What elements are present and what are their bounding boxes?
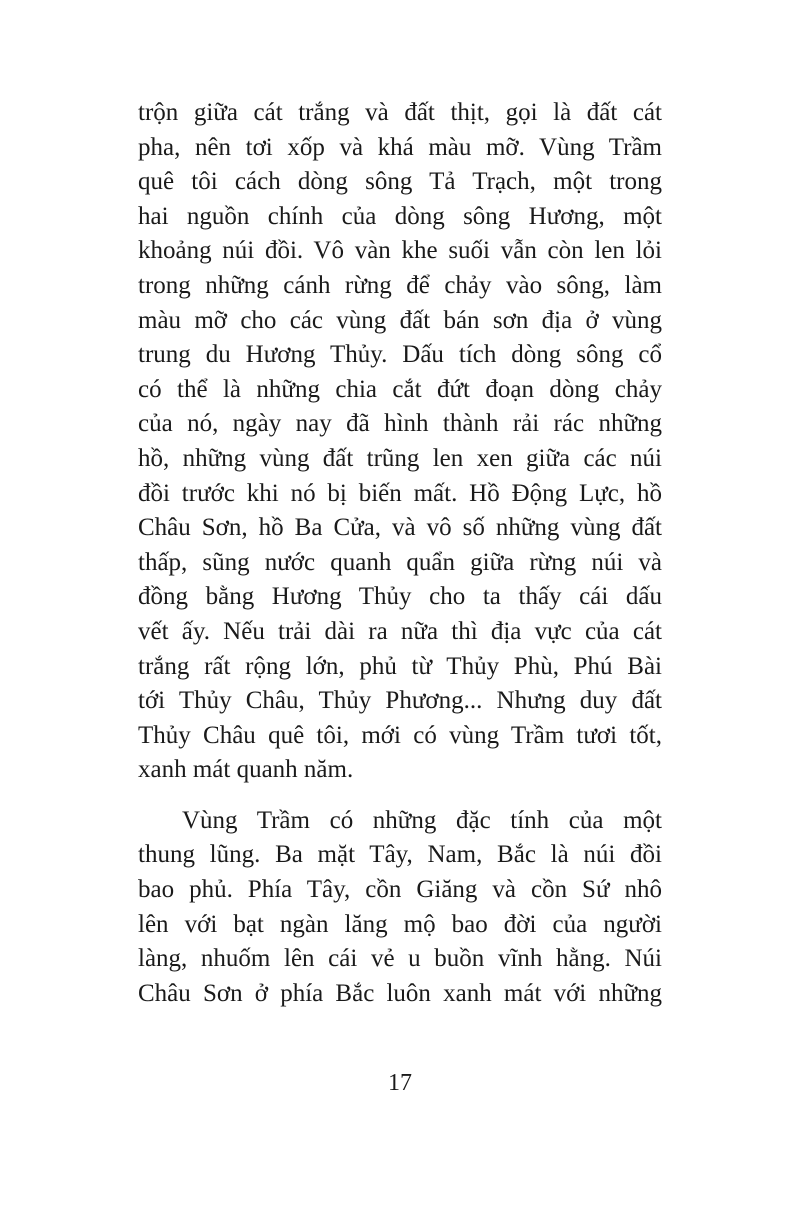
- paragraph: [138, 804, 662, 1012]
- text-line: vết ấy. Nếu trải dài ra nữa thì địa vực của cát: [138, 617, 662, 645]
- text-line: hai nguồn chính của dòng sông Hương, một: [138, 202, 662, 230]
- text-line: trong những cánh rừng để chảy vào sông, làm: [138, 271, 662, 299]
- text-line: trắng rất rộng lớn, phủ từ Thủy Phù, Phú Bài: [138, 652, 662, 680]
- text-line: có thể là những chia cắt đứt đoạn dòng chảy: [138, 375, 662, 403]
- text-line: thung lũng. Ba mặt Tây, Nam, Bắc là núi đồi: [138, 841, 662, 869]
- page-body: [138, 96, 662, 1011]
- text-line: lên với bạt ngàn lăng mộ bao đời của người: [138, 910, 662, 938]
- text-line: xanh mát quanh năm.: [138, 756, 354, 784]
- text-line: đồng bằng Hương Thủy cho ta thấy cái dấu: [138, 583, 662, 611]
- paragraph-spacer: [138, 788, 662, 804]
- text-line: Châu Sơn, hồ Ba Cửa, và vô số những vùng đất: [138, 514, 662, 542]
- text-line: tới Thủy Châu, Thủy Phương... Nhưng duy đất: [138, 687, 662, 715]
- page-number: 17: [388, 1070, 412, 1096]
- text-line: khoảng núi đồi. Vô vàn khe suối vẫn còn len lỏi: [138, 237, 662, 265]
- text-line: Vùng Trầm có những đặc tính của một: [182, 806, 662, 834]
- text-line: hồ, những vùng đất trũng len xen giữa các núi: [138, 444, 662, 472]
- text-line: Thủy Châu quê tôi, mới có vùng Trầm tươi tốt,: [138, 721, 662, 749]
- text-line: bao phủ. Phía Tây, cồn Giăng và cồn Sứ nhô: [138, 876, 662, 904]
- text-line: Châu Sơn ở phía Bắc luôn xanh mát với những: [138, 979, 662, 1007]
- text-line: quê tôi cách dòng sông Tả Trạch, một trong: [138, 168, 662, 196]
- text-line: trộn giữa cát trắng và đất thịt, gọi là đất cát: [138, 99, 662, 126]
- text-line: màu mỡ cho các vùng đất bán sơn địa ở vùng: [138, 306, 662, 334]
- paragraph: [138, 96, 662, 788]
- text-line: trung du Hương Thủy. Dấu tích dòng sông cổ: [138, 341, 662, 369]
- text-line: pha, nên tơi xốp và khá màu mỡ. Vùng Trầm: [138, 133, 662, 161]
- text-line: đồi trước khi nó bị biến mất. Hồ Động Lực, hồ: [138, 479, 662, 507]
- text-line: thấp, sũng nước quanh quẩn giữa rừng núi và: [138, 548, 662, 576]
- text-line: làng, nhuốm lên cái vẻ u buồn vĩnh hằng. Núi: [138, 945, 662, 973]
- text-line: của nó, ngày nay đã hình thành rải rác những: [138, 410, 662, 438]
